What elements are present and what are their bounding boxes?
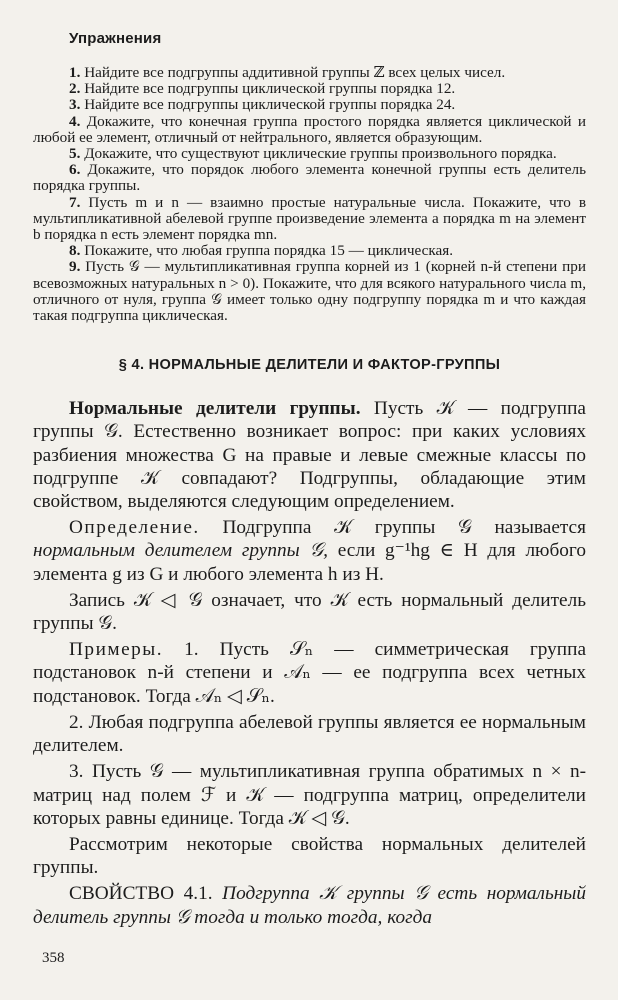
exercise-text: Докажите, что существуют циклические группы произвольного порядка. bbox=[84, 145, 557, 163]
paragraph-example-3: 3. Пусть 𝒢 — мультипликативная группа обратимых n × n-матриц над полем ℱ и 𝒦 — подгруппа матриц, определители которых равны единице. Тогда 𝒦 ◁ 𝒢. bbox=[33, 761, 586, 829]
paragraph-heading: Нормальные делители группы. bbox=[69, 398, 361, 420]
exercise-text: Пусть m и n — взаимно простые натуральные числа. Покажите, что в мультипликативной абелевой группе произведение элемента a порядка m на элемент b порядка n есть элемент порядка mn. bbox=[33, 193, 586, 244]
exercise-item bbox=[33, 195, 586, 244]
exercise-number: 9. bbox=[69, 258, 81, 276]
definition-condition: если g⁻¹hg ∈ H для любого элемента g из G и любого элемента h из H. bbox=[33, 540, 586, 585]
main-text bbox=[33, 397, 586, 928]
exercise-text: Найдите все подгруппы циклической группы порядка 12. bbox=[84, 80, 456, 98]
paragraph-properties-intro: Рассмотрим некоторые свойства нормальных делителей группы. bbox=[33, 833, 586, 879]
exercise-number: 5. bbox=[69, 145, 81, 163]
exercise-number: 6. bbox=[69, 161, 81, 179]
exercise-list bbox=[33, 65, 586, 324]
paragraph-examples bbox=[33, 638, 586, 708]
exercise-item bbox=[33, 243, 586, 259]
exercise-item bbox=[33, 162, 586, 194]
page-number: 358 bbox=[42, 950, 65, 966]
exercise-number: 7. bbox=[69, 193, 81, 211]
exercise-item bbox=[33, 65, 586, 81]
paragraph-example-2: 2. Любая подгруппа абелевой группы является ее нормальным делителем. bbox=[33, 711, 586, 757]
exercise-number: 1. bbox=[69, 64, 81, 81]
exercise-item bbox=[33, 81, 586, 97]
definition-term: нормальным делителем группы 𝒢, bbox=[33, 540, 328, 562]
definition-label: Определение. bbox=[69, 517, 200, 539]
definition-text: Подгруппа 𝒦 группы 𝒢 называется bbox=[199, 517, 586, 539]
examples-text: 1. Пусть 𝒮ₙ — симметрическая группа подстановок n-й степени и 𝒜ₙ — ее подгруппа всех четных подстановок. Тогда 𝒜ₙ ◁ 𝒮ₙ. bbox=[33, 639, 586, 707]
exercise-text: Найдите все подгруппы циклической группы порядка 24. bbox=[84, 96, 456, 114]
book-page bbox=[33, 30, 586, 929]
exercise-number: 8. bbox=[69, 242, 81, 260]
exercise-text: Пусть 𝒢 — мультипликативная группа корней из 1 (корней n-й степени при всевозможных натуральных n > 0). Покажите, что для всякого натурального числа m, отличного от нуля, группа 𝒢 имеет только одну подгруппу порядка m и что каждая такая подгруппа циклическая. bbox=[33, 258, 586, 325]
paragraph-definition bbox=[33, 516, 586, 586]
exercise-item bbox=[33, 97, 586, 113]
exercise-item bbox=[33, 114, 586, 146]
exercise-text: Докажите, что конечная группа простого порядка является циклической и любой ее элемент, отличный от нейтрального, является образующим. bbox=[33, 112, 587, 146]
paragraph-text: Пусть 𝒦 — подгруппа группы 𝒢. Естественно возникает вопрос: при каких условиях разбиения множества G на правые и левые смежные классы по подгруппе 𝒦 совпадают? Подгруппы, обладающие этим свойством, выделяются следующим определением. bbox=[33, 398, 586, 513]
examples-label: Примеры. bbox=[69, 639, 164, 661]
paragraph-notation: Запись 𝒦 ◁ 𝒢 означает, что 𝒦 есть нормальный делитель группы 𝒢. bbox=[33, 589, 586, 635]
exercise-number: 4. bbox=[69, 112, 81, 130]
exercise-number: 3. bbox=[69, 96, 81, 114]
property-label: СВОЙСТВО 4.1. bbox=[69, 883, 213, 905]
paragraph-property-4-1 bbox=[33, 882, 586, 928]
exercises-heading: Упражнения bbox=[69, 30, 162, 47]
property-text: Подгруппа 𝒦 группы 𝒢 есть нормальный делитель группы 𝒢 тогда и только тогда, когда bbox=[33, 883, 586, 928]
exercise-text: Найдите все подгруппы аддитивной группы ℤ всех целых чисел. bbox=[84, 64, 506, 81]
paragraph-normal-divisors bbox=[33, 397, 586, 513]
exercise-number: 2. bbox=[69, 80, 81, 98]
exercise-item bbox=[33, 146, 586, 162]
exercise-text: Докажите, что порядок любого элемента конечной группы есть делитель порядка группы. bbox=[33, 161, 586, 195]
exercise-text: Покажите, что любая группа порядка 15 — циклическая. bbox=[84, 242, 454, 260]
exercise-item bbox=[33, 259, 586, 324]
section-title: § 4. НОРМАЛЬНЫЕ ДЕЛИТЕЛИ И ФАКТОР-ГРУППЫ bbox=[118, 357, 501, 374]
